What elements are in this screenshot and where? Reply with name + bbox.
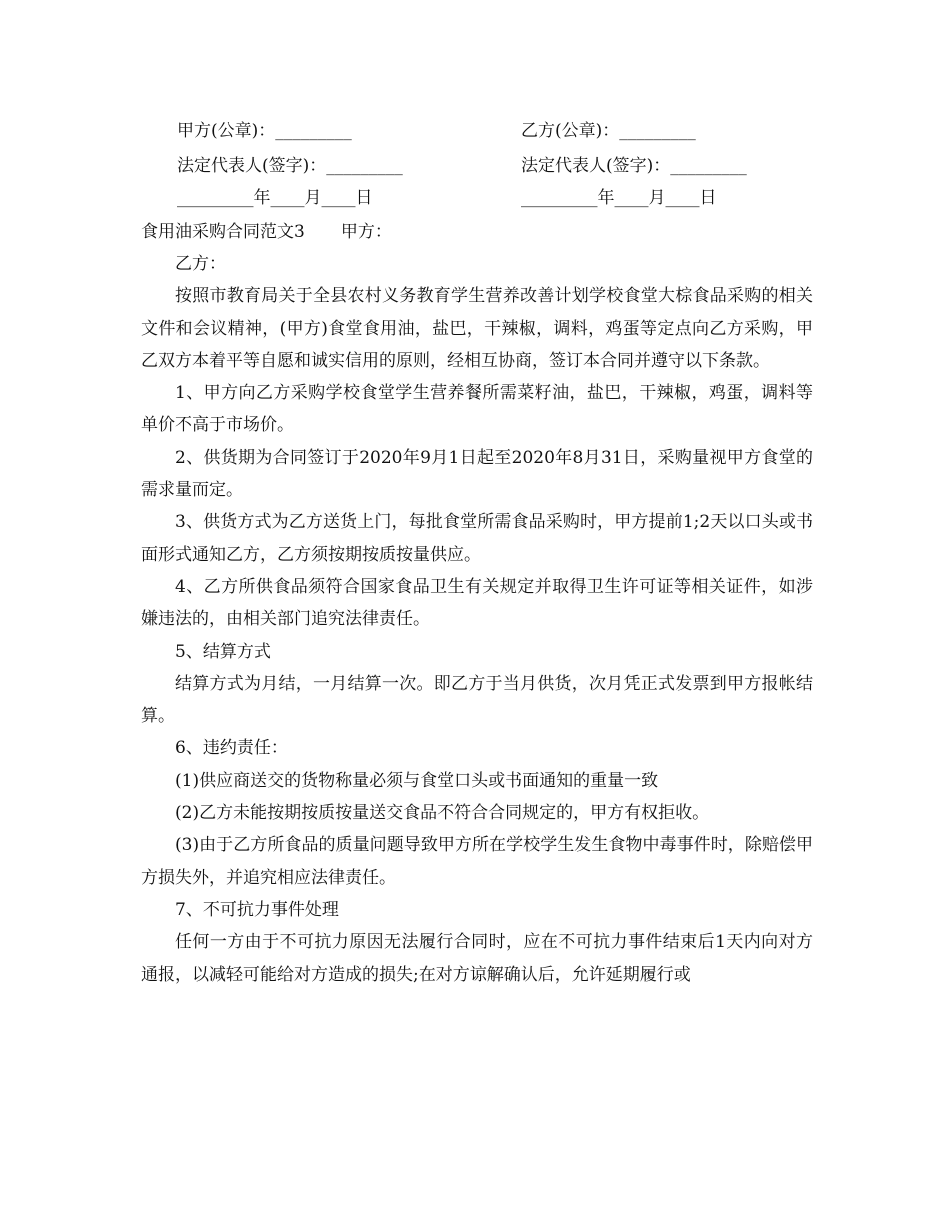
paragraph-intro: 按照市教育局关于全县农村义务教育学生营养改善计划学校食堂大棕食品采购的相关文件和会议精神，(甲方)食堂食用油，盐巴，干辣椒，调料，鸡蛋等定点向乙方采购，甲乙双方本着平等自愿和诚实信用的原则，经相互协商，签订本合同并遵守以下条款。 [141, 286, 813, 371]
clause-6-heading: 6、违约责任： [175, 738, 288, 759]
party-a-seal-line: 甲方(公章)：_________ [177, 121, 352, 141]
party-b-seal-line: 乙方(公章)：_________ [521, 121, 696, 141]
contract-title: 食用油采购合同范文3 [141, 222, 305, 242]
clause-7-heading: 7、不可抗力事件处理 [175, 899, 339, 920]
clause-5-text: 结算方式为月结，一月结算一次。即乙方于当月供货，次月凭正式发票到甲方报帐结算。 [141, 673, 813, 727]
clause-6-item-1: (1)供应商送交的货物称量必须与食堂口头或书面通知的重量一致 [175, 770, 659, 791]
clause-2: 2、供货期为合同签订于2020年9月1日起至2020年8月31日，采购量视甲方食堂的需求量而定。 [141, 447, 813, 501]
clause-5-heading: 5、结算方式 [175, 641, 271, 662]
party-a-label: 甲方： [340, 222, 392, 242]
clause-6-item-3: (3)由于乙方所食品的质量问题导致甲方所在学校学生发生食物中毒事件时，除赔偿甲方损失外，并追究相应法律责任。 [141, 835, 813, 888]
clause-7-text: 任何一方由于不可抗力原因无法履行合同时，应在不可抗力事件结束后1天内向对方通报，以减轻可能给对方造成的损失;在对方谅解确认后，允许延期履行或 [141, 932, 813, 985]
party-b-label: 乙方： [175, 254, 226, 274]
party-b-date-line: _________年____月____日 [521, 188, 717, 208]
clause-3: 3、供货方式为乙方送货上门，每批食堂所需食品采购时，甲方提前1;2天以口头或书面形式通知乙方，乙方须按期按质按量供应。 [141, 512, 813, 565]
party-a-representative-line: 法定代表人(签字)：_________ [177, 156, 403, 176]
contract-title-line [141, 222, 392, 242]
contract-body [141, 248, 813, 991]
clause-6-item-2: (2)乙方未能按期按质按量送交食品不符合合同规定的，甲方有权拒收。 [175, 803, 710, 824]
party-a-date-line: _________年____月____日 [177, 188, 373, 208]
clause-4: 4、乙方所供食品须符合国家食品卫生有关规定并取得卫生许可证等相关证件，如涉嫌违法的，由相关部门追究法律责任。 [141, 576, 813, 630]
clause-1: 1、甲方向乙方采购学校食堂学生营养餐所需菜籽油，盐巴，干辣椒，鸡蛋，调料等单价不高于市场价。 [141, 383, 813, 436]
party-b-representative-line: 法定代表人(签字)：_________ [521, 156, 747, 176]
